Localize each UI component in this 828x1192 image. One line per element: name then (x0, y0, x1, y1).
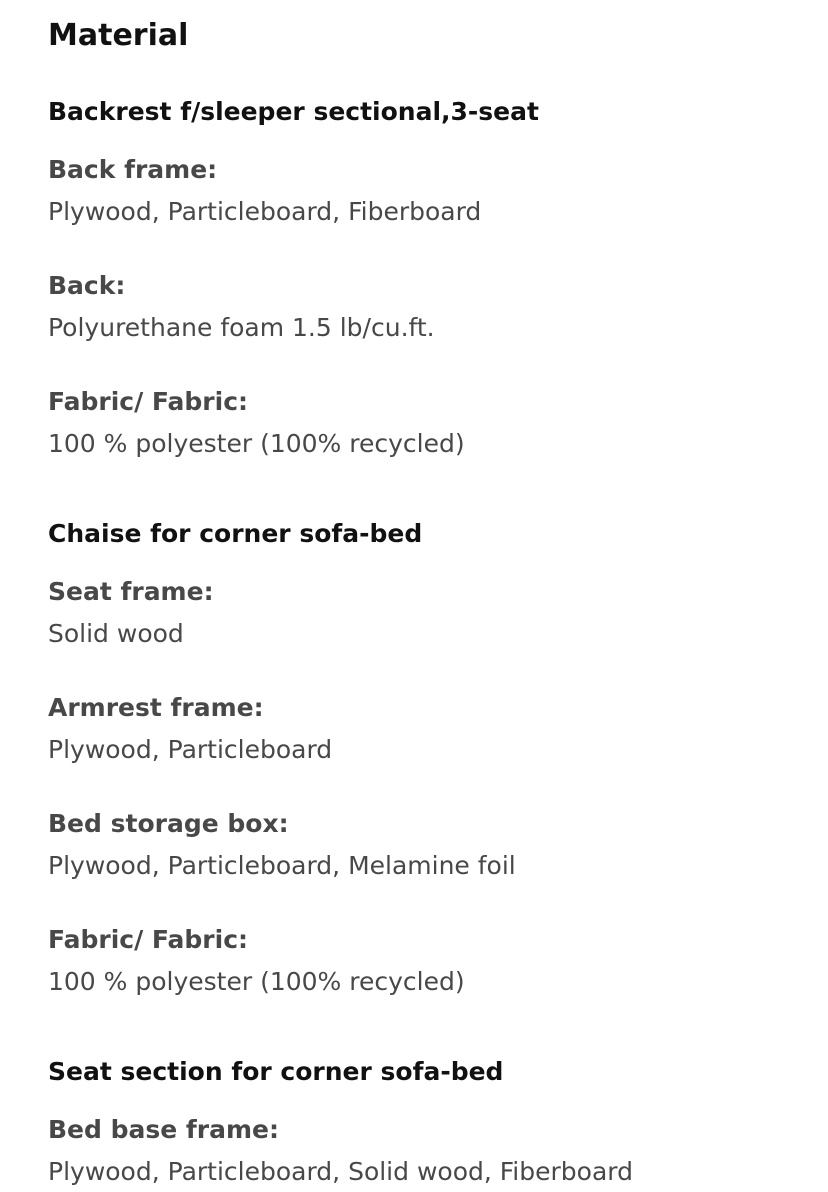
item-label-bed-storage-box: Bed storage box: (48, 809, 289, 838)
section-title-backrest: Backrest f/sleeper sectional,3-seat (48, 97, 539, 126)
item-label-fabric: Fabric/ Fabric: (48, 387, 249, 416)
section-title-seat-section: Seat section for corner sofa-bed (48, 1057, 504, 1086)
item-value-fabric: 100 % polyester (100% recycled) (48, 967, 465, 996)
item-value-back: Polyurethane foam 1.5 lb/cu.ft. (48, 313, 435, 342)
item-label-seat-frame: Seat frame: (48, 577, 214, 606)
item-label-bed-base-frame: Bed base frame: (48, 1115, 279, 1144)
item-label-fabric: Fabric/ Fabric: (48, 925, 249, 954)
item-value-bed-base-frame: Plywood, Particleboard, Solid wood, Fiberboard (48, 1157, 633, 1186)
item-label-back-frame: Back frame: (48, 155, 218, 184)
material-heading: Material (48, 18, 189, 53)
section-title-chaise: Chaise for corner sofa-bed (48, 519, 423, 548)
item-label-armrest-frame: Armrest frame: (48, 693, 264, 722)
item-value-back-frame: Plywood, Particleboard, Fiberboard (48, 197, 482, 226)
item-value-seat-frame: Solid wood (48, 619, 184, 648)
item-value-bed-storage-box: Plywood, Particleboard, Melamine foil (48, 851, 516, 880)
item-value-fabric: 100 % polyester (100% recycled) (48, 429, 465, 458)
item-label-back: Back: (48, 271, 126, 300)
item-value-armrest-frame: Plywood, Particleboard (48, 735, 333, 764)
